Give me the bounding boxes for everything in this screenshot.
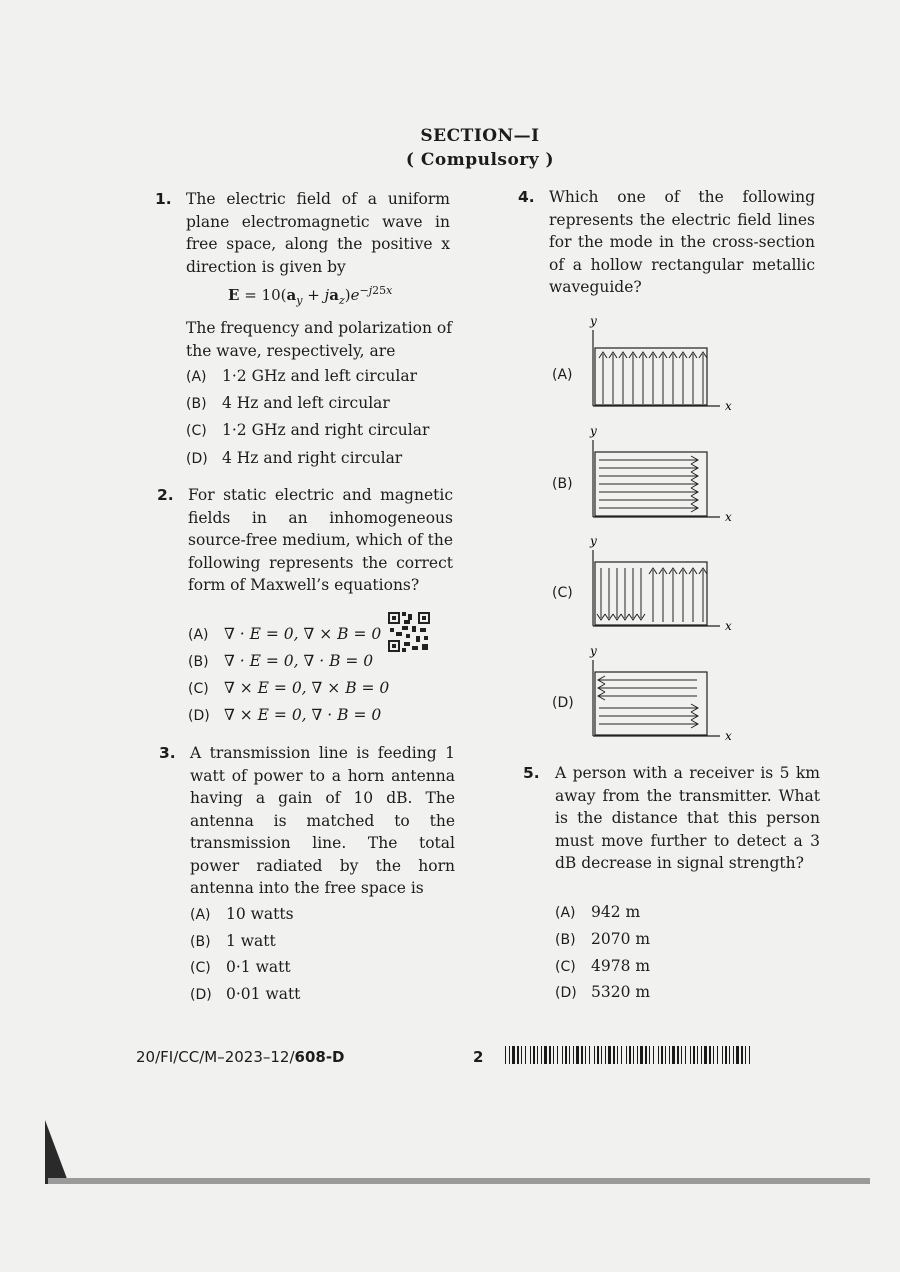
barcode-bar — [533, 1046, 535, 1064]
y-axis-label: y — [590, 424, 597, 438]
question-1-equation: $E = 10(a_y + ja_z)e^{-j25x}$ — [228, 284, 393, 307]
barcode-bar — [665, 1046, 666, 1064]
barcode-bar — [640, 1046, 643, 1064]
barcode-bar — [601, 1046, 602, 1064]
question-number: 3. — [159, 744, 176, 762]
barcode-bar — [645, 1046, 647, 1064]
barcode-bar — [685, 1046, 686, 1064]
barcode-bar — [605, 1046, 606, 1064]
barcode-bar — [597, 1046, 599, 1064]
barcode-bar — [722, 1046, 723, 1064]
section-subtitle: ( Compulsory ) — [405, 150, 555, 170]
option-a[interactable]: (A) 942 m — [555, 903, 641, 921]
barcode-bar — [677, 1046, 679, 1064]
option-c[interactable]: (C) 4978 m — [555, 957, 651, 975]
option-a[interactable]: (A) ∇ · E = 0, ∇ × B = 0 — [188, 625, 382, 643]
option-b[interactable]: (B) 1 watt — [190, 932, 276, 950]
option-c[interactable]: (C) 0·1 watt — [190, 958, 291, 976]
y-axis-label: y — [590, 644, 597, 658]
barcode-bar — [573, 1046, 574, 1064]
option-a[interactable]: (A) 10 watts — [190, 905, 294, 923]
question-1-text-2: The frequency and polarization of the wave, respectively, are — [186, 319, 452, 360]
barcode-bar — [541, 1046, 542, 1064]
qr-code-icon — [388, 612, 430, 652]
barcode-bar — [553, 1046, 554, 1064]
field-lines — [598, 676, 698, 728]
barcode-bar — [701, 1046, 702, 1064]
barcode-bar — [713, 1046, 714, 1064]
field-lines — [599, 352, 707, 404]
barcode-bar — [505, 1046, 506, 1064]
waveguide-figure-c[interactable] — [585, 532, 745, 634]
barcode-bar — [745, 1046, 746, 1064]
barcode-bar — [626, 1046, 627, 1064]
barcode-bar — [525, 1046, 526, 1064]
barcode-bar — [608, 1046, 611, 1064]
option-d[interactable]: (D) 4 Hz and right circular — [186, 449, 403, 467]
barcode-bar — [717, 1046, 718, 1064]
option-d[interactable]: (D) ∇ × E = 0, ∇ · B = 0 — [188, 706, 382, 724]
barcode-bar — [697, 1046, 698, 1064]
barcode-bar — [661, 1046, 663, 1064]
x-axis-label: x — [725, 399, 732, 413]
barcode-bar — [749, 1046, 750, 1064]
barcode-bar — [613, 1046, 615, 1064]
barcode-bar — [512, 1046, 515, 1064]
barcode-bar — [736, 1046, 739, 1064]
option-d[interactable]: (D) 5320 m — [555, 983, 651, 1001]
question-number: 2. — [157, 486, 174, 504]
barcode-bar — [672, 1046, 675, 1064]
option-b[interactable]: (B) 4 Hz and left circular — [186, 394, 390, 412]
question-2-text: For static electric and magnetic fields in an inhomogeneous source-free medium, which of the following represents the correct form of Maxwell’s equations? — [188, 486, 453, 594]
barcode-bar — [729, 1046, 730, 1064]
option-b[interactable]: (B) 2070 m — [555, 930, 651, 948]
figure-label-a: (A) — [552, 367, 573, 383]
barcode-bar — [544, 1046, 547, 1064]
barcode-bar — [517, 1046, 519, 1064]
option-d[interactable]: (D) 0·01 watt — [190, 985, 301, 1003]
question-4-text: Which one of the following represents the electric field lines for the mode in the cross-section of a hollow rectangular metallic waveguide? — [549, 188, 815, 296]
barcode-bar — [741, 1046, 743, 1064]
page-edge — [48, 1178, 870, 1184]
barcode-bar — [690, 1046, 691, 1064]
barcode-bar — [693, 1046, 695, 1064]
x-axis-label: x — [725, 619, 732, 633]
barcode-bar — [633, 1046, 634, 1064]
barcode-bar — [569, 1046, 570, 1064]
option-a[interactable]: (A) 1·2 GHz and left circular — [186, 367, 417, 385]
barcode-bar — [725, 1046, 727, 1064]
barcode-bar — [594, 1046, 595, 1064]
barcode-bar — [617, 1046, 618, 1064]
question-number: 4. — [518, 188, 535, 206]
barcode-bar — [565, 1046, 567, 1064]
figure-label-b: (B) — [552, 476, 573, 492]
page-number: 2 — [473, 1048, 484, 1066]
question-number: 5. — [523, 764, 540, 782]
question-number: 1. — [155, 190, 172, 208]
barcode-bar — [649, 1046, 650, 1064]
option-b[interactable]: (B) ∇ · E = 0, ∇ · B = 0 — [188, 652, 374, 670]
question-3-text: A transmission line is feeding 1 watt of power to a horn antenna having a gain of 10 dB. The antenna is matched to the transmission line. The total power radiated by the horn antenna into the free space is — [190, 744, 455, 897]
barcode-bar — [637, 1046, 638, 1064]
field-lines — [597, 568, 707, 622]
barcode-bar — [585, 1046, 586, 1064]
y-axis-label: y — [590, 314, 597, 328]
barcode-bar — [521, 1046, 522, 1064]
barcode-bar — [658, 1046, 659, 1064]
barcode-bar — [549, 1046, 551, 1064]
barcode-bar — [653, 1046, 654, 1064]
x-axis-label: x — [725, 729, 732, 743]
barcode-bar — [621, 1046, 622, 1064]
question-1-text: The electric field of a uniform plane electromagnetic wave in free space, along the positive x direction is given by — [186, 190, 450, 276]
section-title: SECTION—I — [420, 126, 540, 146]
barcode-bar — [704, 1046, 707, 1064]
barcode-bar — [669, 1046, 670, 1064]
barcode-bar — [562, 1046, 563, 1064]
barcode-bar — [509, 1046, 510, 1064]
barcode-bar — [576, 1046, 579, 1064]
barcode-bar — [709, 1046, 711, 1064]
waveguide-figure-a[interactable] — [585, 312, 745, 414]
option-c[interactable]: (C) 1·2 GHz and right circular — [186, 421, 430, 439]
waveguide-figure-d[interactable] — [585, 642, 745, 744]
barcode-bar — [537, 1046, 538, 1064]
barcode-bar — [733, 1046, 734, 1064]
paper-code: 20/FI/CC/M–2023–12/608-D — [136, 1048, 345, 1066]
barcode-bar — [557, 1046, 558, 1064]
figure-label-c: (C) — [552, 585, 573, 601]
y-axis-label: y — [590, 534, 597, 548]
x-axis-label: x — [725, 510, 732, 524]
option-c[interactable]: (C) ∇ × E = 0, ∇ × B = 0 — [188, 679, 390, 697]
barcode-bar — [681, 1046, 682, 1064]
field-lines — [599, 456, 698, 512]
barcode-bar — [589, 1046, 590, 1064]
waveguide-figure-b[interactable] — [585, 422, 745, 524]
figure-label-d: (D) — [552, 695, 574, 711]
barcode-bar — [530, 1046, 531, 1064]
scan-shadow — [45, 1120, 69, 1184]
question-5-text: A person with a receiver is 5 km away from the transmitter. What is the distance that this person must move further to detect a 3 dB decrease in signal strength? — [555, 764, 820, 872]
barcode-bar — [629, 1046, 631, 1064]
barcode-icon — [505, 1046, 753, 1064]
barcode-bar — [581, 1046, 583, 1064]
